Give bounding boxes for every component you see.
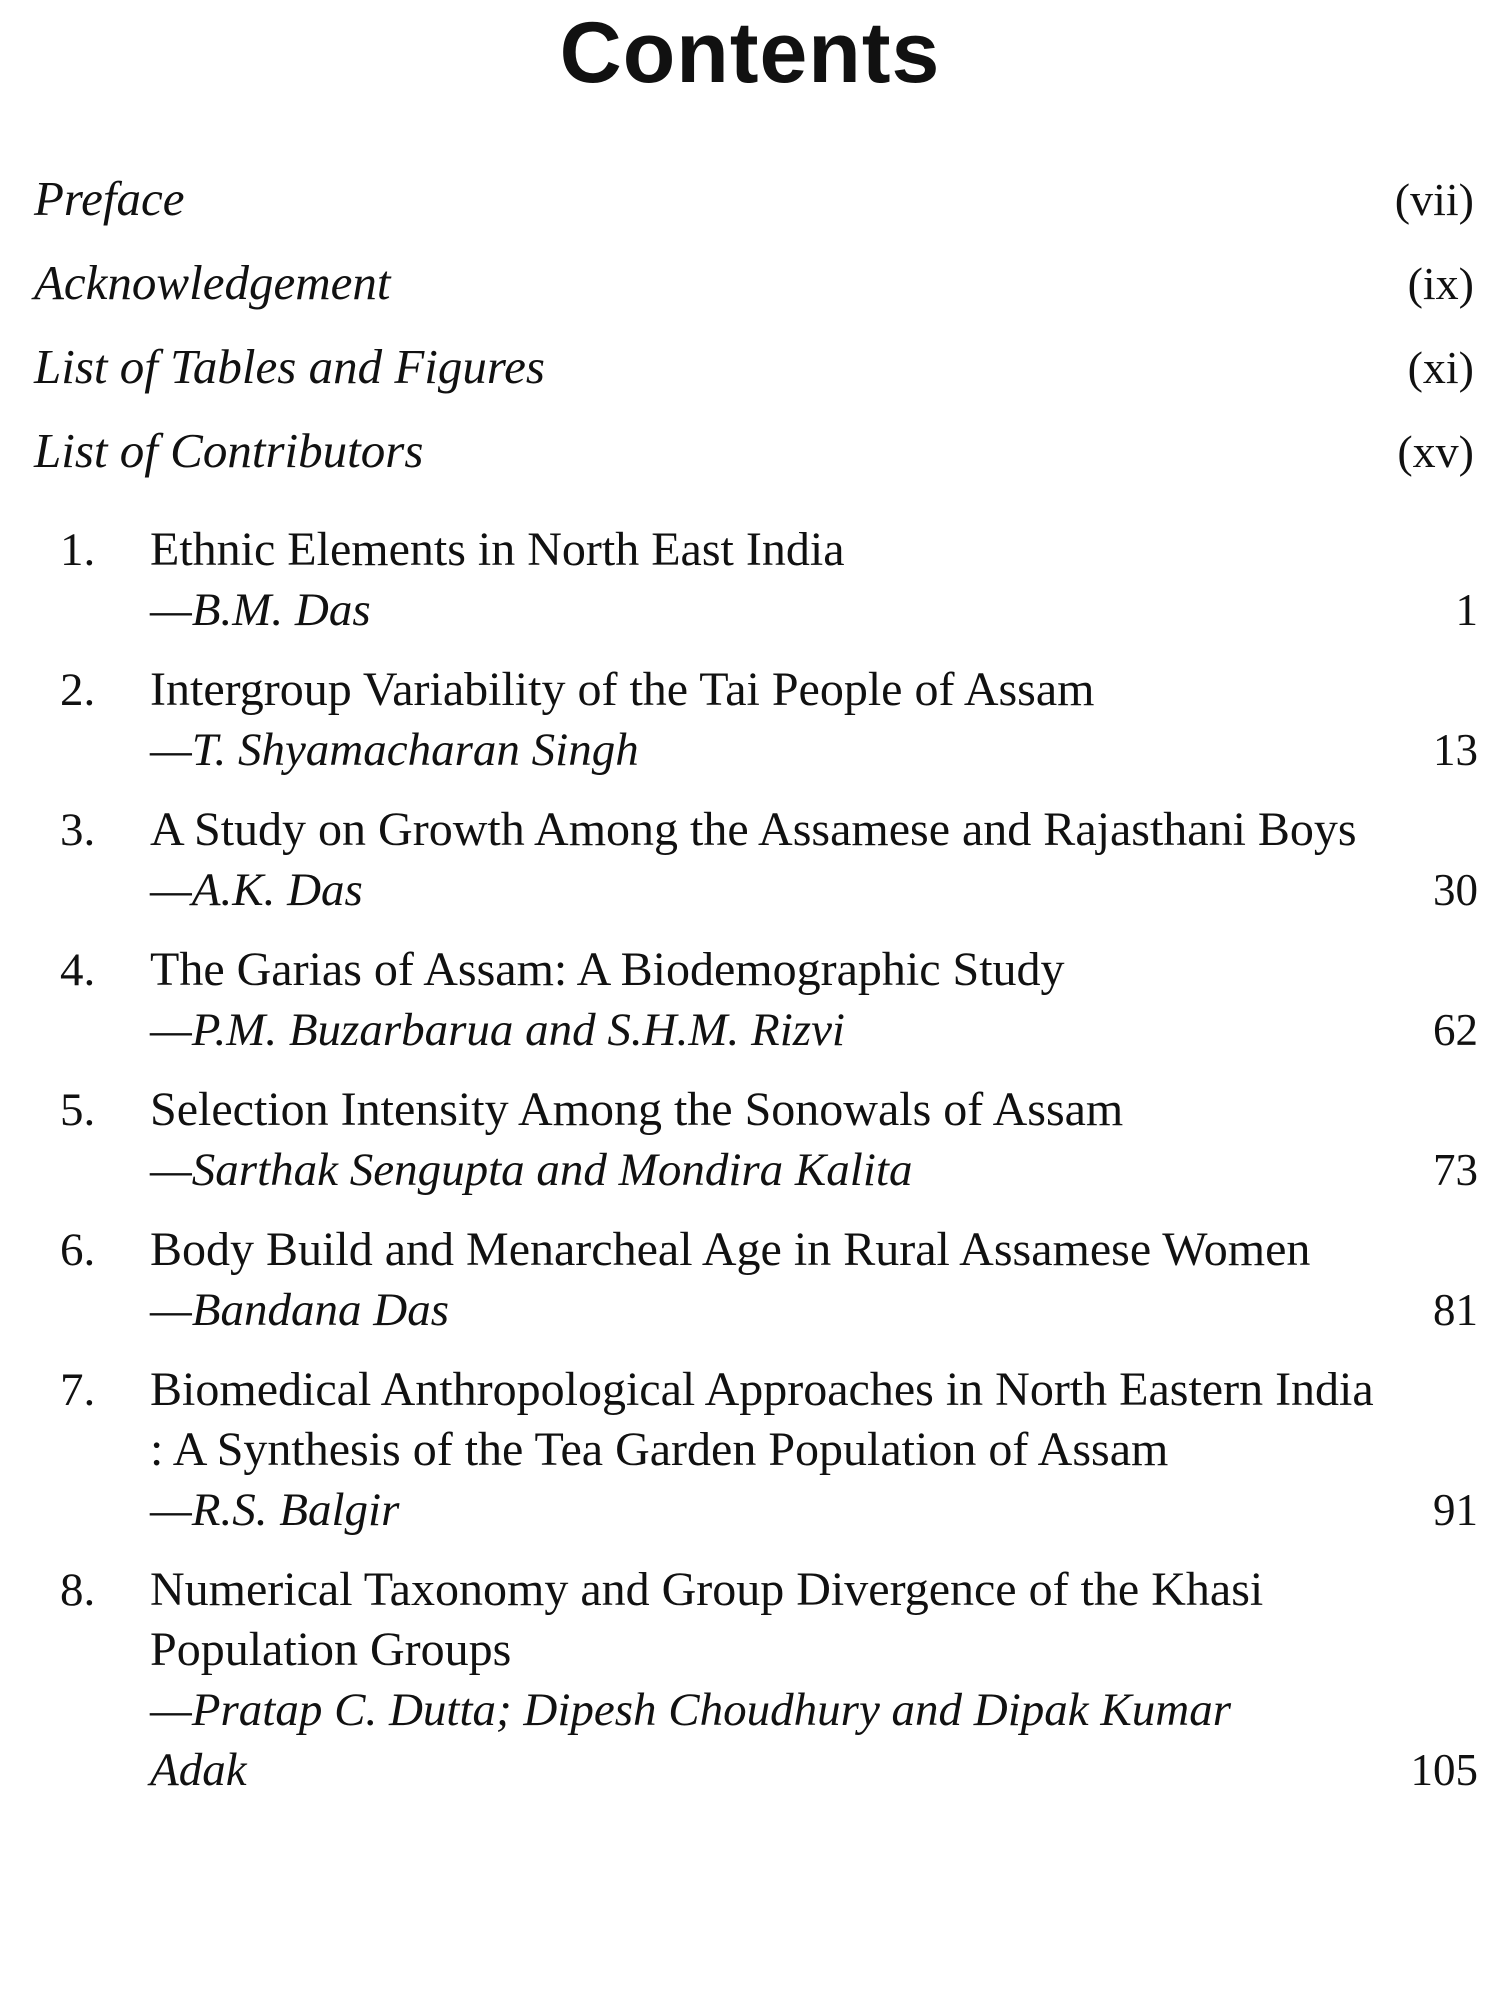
chapter-page: 73 [1433, 1145, 1478, 1195]
chapter-author-line [150, 1680, 1478, 1800]
chapter-body [150, 1220, 1478, 1340]
page-title: Contents [559, 5, 941, 101]
chapter-title: Body Build and Menarcheal Age in Rural Assamese Women [150, 1223, 1311, 1276]
chapter-entry[interactable] [60, 1560, 1478, 1800]
chapter-page: 81 [1433, 1285, 1478, 1335]
chapter-page: 105 [1410, 1745, 1478, 1795]
chapter-body [150, 800, 1478, 920]
front-matter-list [34, 170, 1474, 506]
front-matter-title: List of Contributors [34, 423, 424, 478]
chapter-body [150, 940, 1478, 1060]
chapter-entry[interactable] [60, 520, 1478, 640]
chapter-author: —Pratap C. Dutta; Dipesh Choudhury and Dipak Kumar Adak [150, 1684, 1231, 1796]
chapter-author: —P.M. Buzarbarua and S.H.M. Rizvi [150, 1004, 845, 1056]
front-matter-title: Acknowledgement [34, 255, 391, 310]
chapter-page: 13 [1433, 725, 1478, 775]
chapter-author-line [150, 1280, 1478, 1340]
chapter-author: —Sarthak Sengupta and Mondira Kalita [150, 1144, 913, 1196]
chapter-author: —Bandana Das [150, 1284, 449, 1336]
chapter-number: 8. [60, 1564, 96, 1616]
chapter-body [150, 1560, 1478, 1800]
chapter-body [150, 660, 1478, 780]
front-matter-page: (vii) [1394, 174, 1474, 225]
chapter-body [150, 520, 1478, 640]
chapter-author-line [150, 720, 1478, 780]
chapter-author-line [150, 1000, 1478, 1060]
chapter-author: —A.K. Das [150, 864, 363, 916]
front-matter-page: (ix) [1407, 258, 1474, 309]
chapter-body [150, 1360, 1478, 1540]
chapter-author-line [150, 860, 1478, 920]
chapter-entry[interactable] [60, 1080, 1478, 1200]
chapter-number: 5. [60, 1084, 96, 1136]
chapter-author-line [150, 580, 1478, 640]
chapter-author: —T. Shyamacharan Singh [150, 724, 639, 776]
chapter-entry[interactable] [60, 800, 1478, 920]
front-matter-title: Preface [34, 171, 185, 226]
chapter-author: —R.S. Balgir [150, 1484, 400, 1536]
chapter-number: 4. [60, 944, 96, 996]
front-matter-page: (xv) [1397, 426, 1474, 477]
front-matter-title: List of Tables and Figures [34, 339, 545, 394]
chapter-entry[interactable] [60, 660, 1478, 780]
chapter-author-line [150, 1480, 1478, 1540]
front-matter-page: (xi) [1407, 342, 1474, 393]
chapter-number: 2. [60, 664, 96, 716]
chapter-page: 30 [1433, 865, 1478, 915]
chapter-number: 1. [60, 524, 96, 576]
chapter-title: A Study on Growth Among the Assamese and Rajasthani Boys [150, 803, 1357, 856]
chapter-page: 1 [1455, 585, 1478, 635]
chapter-entry[interactable] [60, 1220, 1478, 1340]
front-matter-item[interactable] [34, 170, 1474, 254]
chapter-list [60, 520, 1478, 1820]
chapter-number: 3. [60, 804, 96, 856]
chapter-number: 6. [60, 1224, 96, 1276]
chapter-entry[interactable] [60, 1360, 1478, 1540]
chapter-title: Biomedical Anthropological Approaches in North Eastern India : A Synthesis of the Tea Garden Population of Assam [150, 1363, 1374, 1476]
chapter-title: Intergroup Variability of the Tai People of Assam [150, 663, 1095, 716]
front-matter-item[interactable] [34, 338, 1474, 422]
chapter-page: 62 [1433, 1005, 1478, 1055]
chapter-title: Selection Intensity Among the Sonowals of Assam [150, 1083, 1124, 1136]
chapter-page: 91 [1433, 1485, 1478, 1535]
front-matter-item[interactable] [34, 422, 1474, 506]
chapter-title: Numerical Taxonomy and Group Divergence of the Khasi Population Groups [150, 1563, 1264, 1676]
chapter-title: Ethnic Elements in North East India [150, 523, 845, 576]
front-matter-item[interactable] [34, 254, 1474, 338]
chapter-title: The Garias of Assam: A Biodemographic Study [150, 943, 1065, 996]
chapter-body [150, 1080, 1478, 1200]
chapter-entry[interactable] [60, 940, 1478, 1060]
chapter-author: —B.M. Das [150, 584, 371, 636]
chapter-number: 7. [60, 1364, 96, 1416]
chapter-author-line [150, 1140, 1478, 1200]
